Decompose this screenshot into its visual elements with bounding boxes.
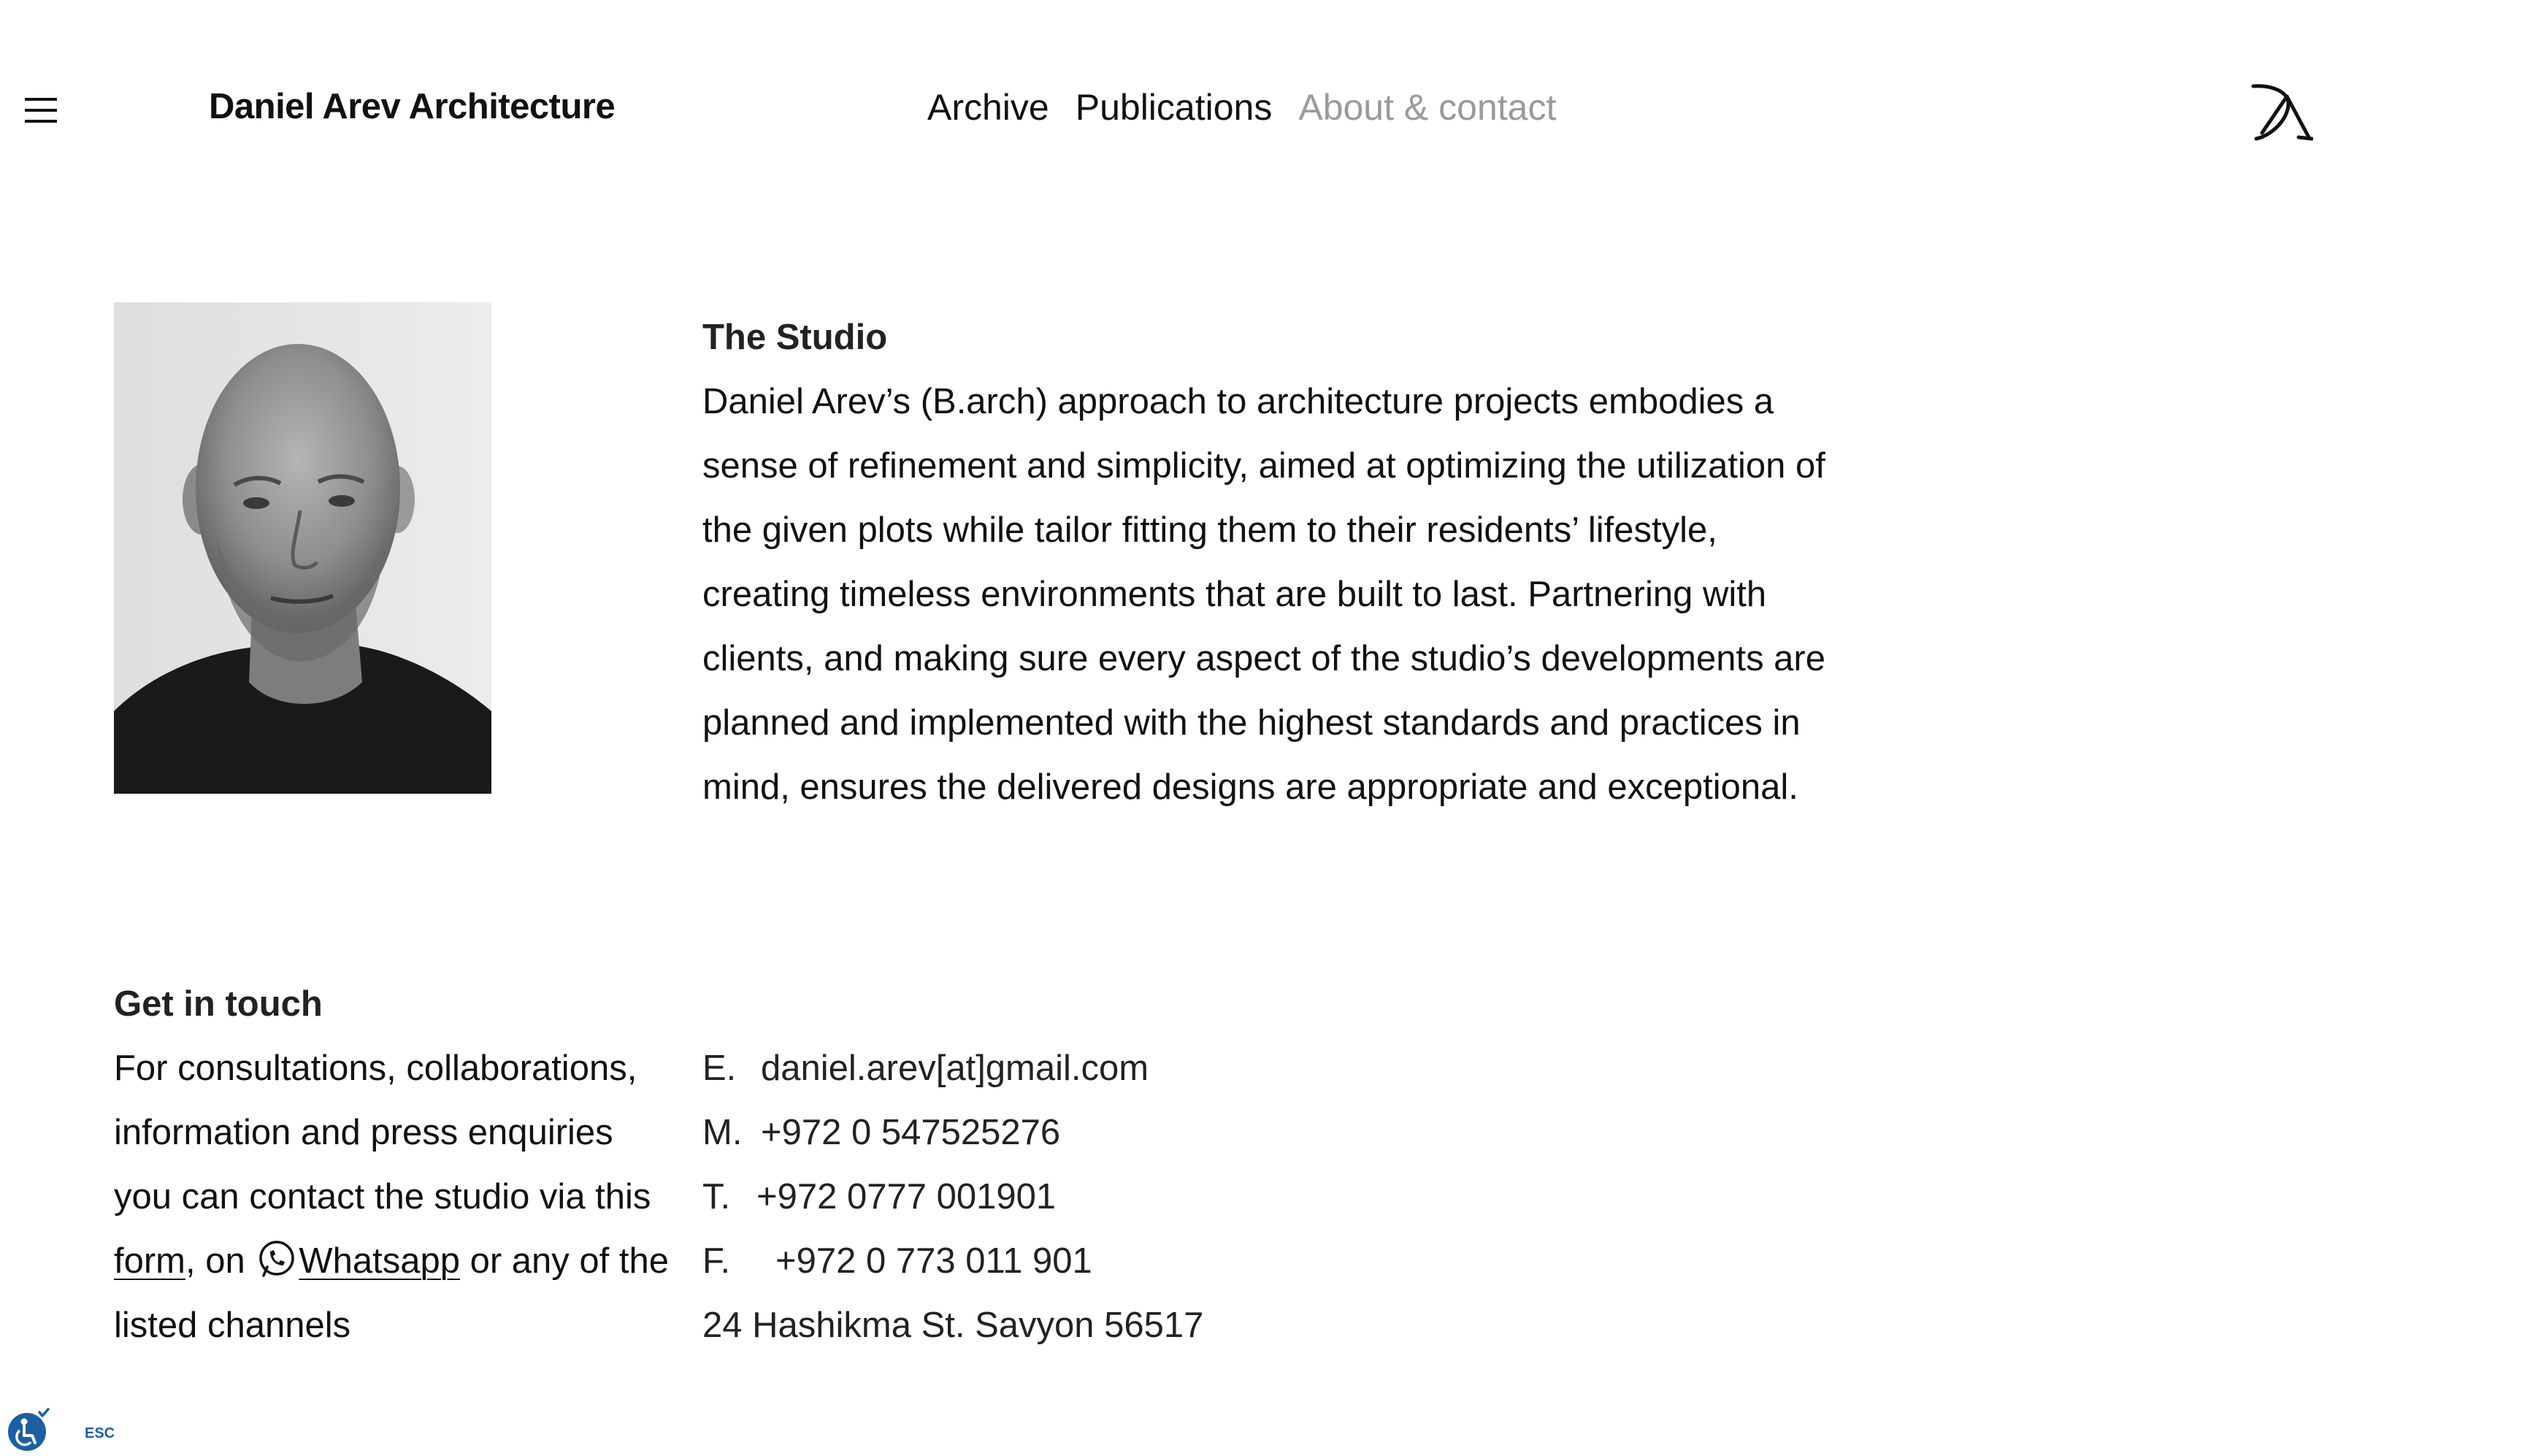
nav-item-publications[interactable]: Publications <box>1075 87 1273 128</box>
contact-email-row <box>702 1036 1203 1100</box>
tel-label: T. <box>702 1177 731 1216</box>
site-brand[interactable]: Daniel Arev Architecture <box>209 87 616 126</box>
get-in-touch-intro: For consultations, collaborations, information and press enquiries you can contact the studio via this <box>114 1049 651 1216</box>
nav-item-archive[interactable]: Archive <box>927 87 1049 128</box>
get-in-touch-title: Get in touch <box>114 984 323 1024</box>
da-monogram-logo-icon[interactable] <box>2250 82 2313 142</box>
hamburger-menu-icon[interactable] <box>25 98 57 123</box>
get-in-touch-text <box>114 1036 669 1357</box>
accessibility-esc-label[interactable]: ESC <box>85 1425 115 1441</box>
contact-list <box>702 1036 1203 1357</box>
contact-fax-row <box>702 1229 1203 1293</box>
studio-section <box>702 305 1841 819</box>
email-value[interactable]: daniel.arev[at]gmail.com <box>761 1049 1149 1088</box>
whatsapp-link-label: Whatsapp <box>299 1241 460 1281</box>
get-in-touch-section <box>114 972 669 1357</box>
accessibility-icon[interactable] <box>4 1408 50 1453</box>
studio-title: The Studio <box>702 318 888 357</box>
contact-mobile-row <box>702 1100 1203 1165</box>
whatsapp-icon <box>255 1238 297 1280</box>
mobile-label: M. <box>702 1113 743 1152</box>
portrait-photo <box>114 302 491 794</box>
address-value: 24 Hashikma St. Savyon 56517 <box>702 1306 1204 1345</box>
fax-label: F. <box>702 1241 731 1281</box>
mobile-value[interactable]: +972 0 547525276 <box>761 1113 1061 1152</box>
get-in-touch-outro: or any of the listed channels <box>114 1241 670 1345</box>
nav-item-about-contact[interactable]: About & contact <box>1298 87 1557 128</box>
get-in-touch-separator: , on <box>185 1241 245 1281</box>
whatsapp-link[interactable] <box>255 1241 460 1281</box>
contact-address-row <box>702 1293 1203 1357</box>
studio-description: Daniel Arev’s (B.arch) approach to architecture projects embodies a sense of refinement and simplicity, aimed at optimizing the utilization of the given plots while tailor fitting them to their residents’ lifestyle, creating timeless environments that are built to last. Partnering with clients, and making sure every aspect of the studio’s developments are planned and implemented with the highest standards and practices in mind, ensures the delivered designs are appropriate and exceptional. <box>702 382 1825 807</box>
contact-form-link[interactable]: form <box>114 1241 185 1281</box>
fax-value: +972 0 773 011 901 <box>775 1241 1092 1281</box>
email-label: E. <box>702 1049 737 1088</box>
tel-value[interactable]: +972 0777 001901 <box>756 1177 1057 1216</box>
contact-tel-row <box>702 1165 1203 1229</box>
main-nav <box>927 86 1556 129</box>
